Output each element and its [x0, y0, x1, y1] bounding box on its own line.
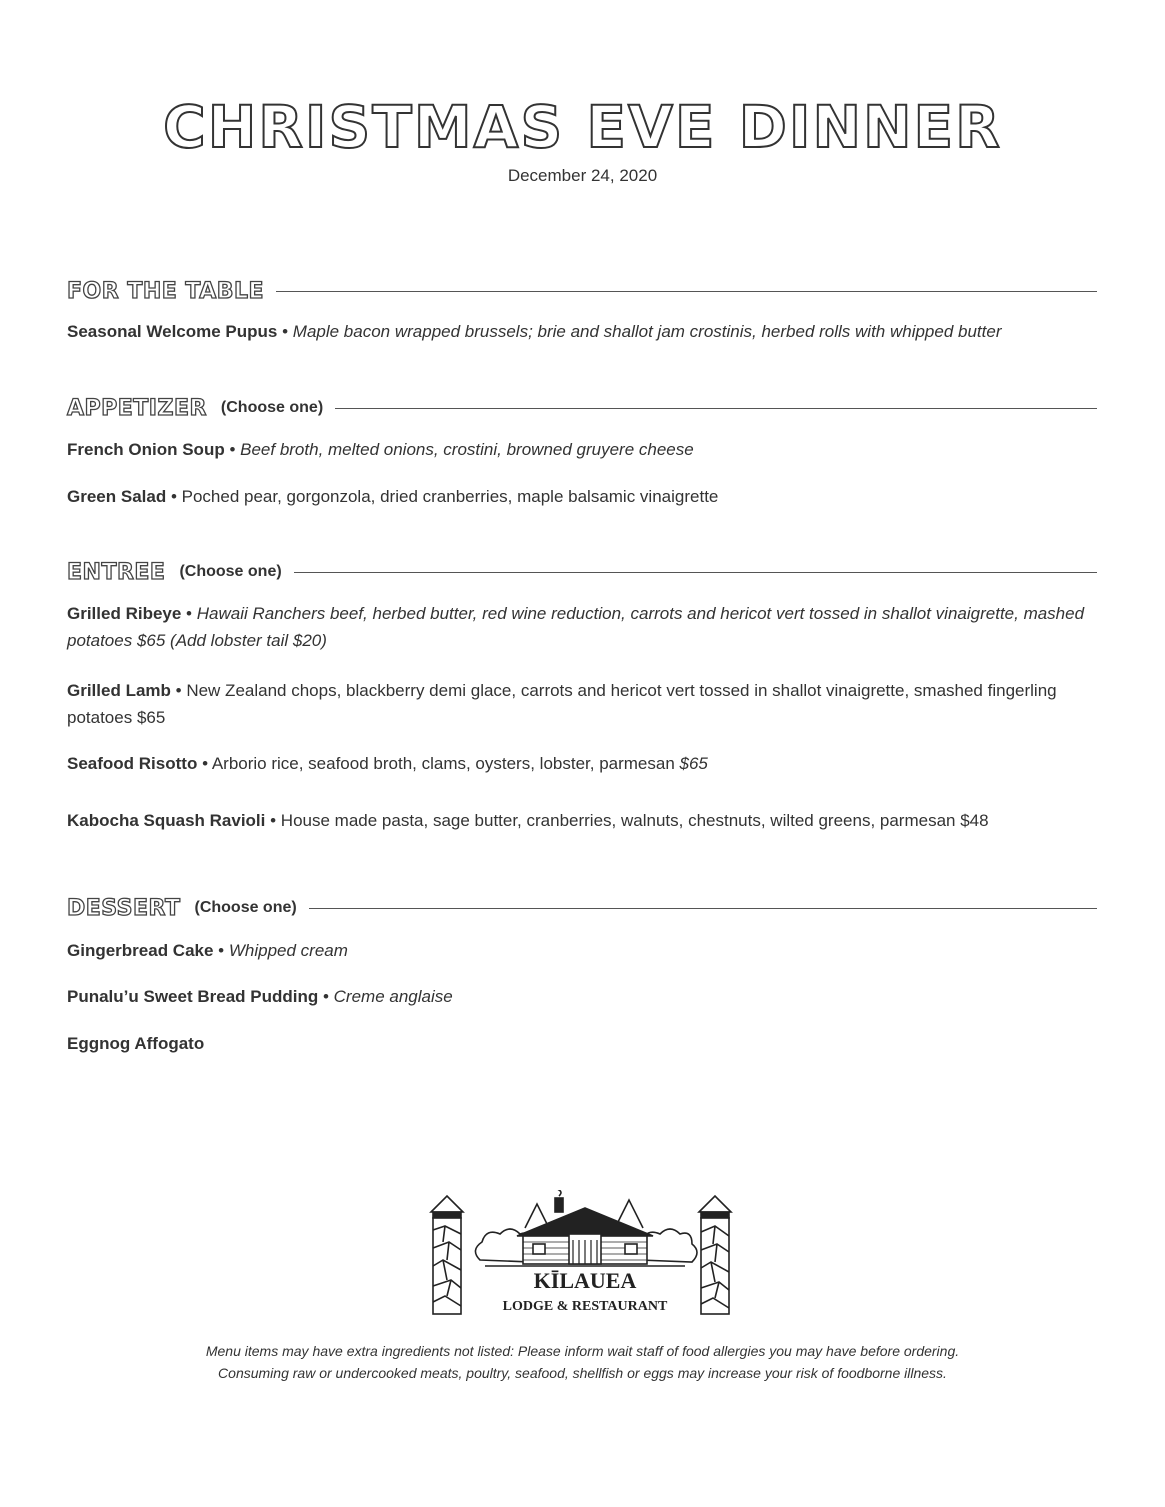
item-description: House made pasta, sage butter, cranberries, walnuts, chestnuts, wilted greens, parmesan $48 — [280, 811, 989, 830]
item-name: Grilled Lamb — [67, 681, 171, 700]
lodge-building-icon — [431, 1190, 731, 1314]
menu-item-grilled-ribeye — [67, 600, 1097, 654]
logo-subtitle: LODGE & RESTAURANT — [502, 1299, 668, 1314]
divider-line — [309, 908, 1097, 909]
section-title: DESSERT — [67, 895, 181, 921]
menu-item-seafood-risotto — [67, 750, 1097, 777]
item-separator: • — [181, 604, 197, 623]
choose-one-note: (Choose one) — [220, 399, 324, 416]
section-title: APPETIZER — [67, 395, 207, 421]
menu-item-kabocha-squash-ravioli — [67, 807, 1097, 834]
choose-one-note: (Choose one) — [179, 563, 282, 580]
divider-line — [335, 408, 1097, 409]
item-name: Kabocha Squash Ravioli — [67, 811, 266, 830]
item-name: Punalu’u Sweet Bread Pudding — [67, 987, 319, 1006]
section-header-dessert — [67, 893, 1097, 923]
choose-one-note: (Choose one) — [194, 899, 297, 916]
section-header-for-the-table — [67, 276, 1097, 306]
section-header-entree — [67, 557, 1097, 587]
item-description: Creme anglaise — [333, 987, 453, 1006]
page-title: CHRISTMAS EVE DINNER — [163, 93, 1002, 161]
item-description: Poched pear, gorgonzola, dried cranberries, maple balsamic vinaigrette — [181, 487, 719, 506]
item-separator: • — [166, 487, 182, 506]
item-name: French Onion Soup — [67, 440, 225, 459]
allergy-disclaimer — [0, 1340, 1165, 1384]
item-name: Eggnog Affogato — [67, 1034, 205, 1053]
item-separator: • — [224, 440, 241, 459]
item-separator: • — [277, 322, 293, 341]
section-title: FOR THE TABLE — [67, 278, 265, 304]
item-description: Hawaii Ranchers beef, herbed butter, red wine reduction, carrots and hericot vert tossed in shallot vinaigrette, mashed potatoes $65 (Add lobster tail $20) — [67, 604, 1085, 650]
divider-line — [294, 572, 1097, 573]
section-header-appetizer — [67, 393, 1097, 423]
menu-item-grilled-lamb — [67, 677, 1097, 731]
disclaimer-line-1: Menu items may have extra ingredients not listed: Please inform wait staff of food allergies you may have before ordering. — [205, 1343, 960, 1359]
item-separator: • — [265, 811, 281, 830]
item-separator: • — [213, 941, 229, 960]
lodge-logo — [425, 1190, 745, 1320]
item-name: Grilled Ribeye — [67, 604, 182, 623]
item-name: Seasonal Welcome Pupus — [67, 322, 278, 341]
menu-item-french-onion-soup — [67, 436, 1097, 463]
disclaimer-line-2: Consuming raw or undercooked meats, poultry, seafood, shellfish or eggs may increase your risk of foodborne illness. — [218, 1365, 947, 1381]
item-description: Whipped cream — [228, 941, 348, 960]
menu-item-bread-pudding — [67, 983, 1097, 1010]
item-description: New Zealand chops, blackberry demi glace, carrots and hericot vert tossed in shallot vinaigrette, smashed fingerling potatoes $65 — [67, 681, 1057, 727]
item-name: Green Salad — [67, 487, 167, 506]
item-separator: • — [170, 681, 187, 700]
menu-date: December 24, 2020 — [507, 166, 658, 185]
divider-line — [276, 291, 1097, 292]
item-name: Seafood Risotto — [67, 754, 198, 773]
item-description: Beef broth, melted onions, crostini, browned gruyere cheese — [240, 440, 694, 459]
item-separator: • — [197, 754, 212, 773]
item-name: Gingerbread Cake — [67, 941, 214, 960]
menu-item-welcome-pupus — [67, 318, 1097, 345]
menu-item-green-salad — [67, 483, 1097, 510]
logo-name: KĪLAUEA — [533, 1268, 637, 1293]
item-separator: • — [318, 987, 334, 1006]
menu-item-gingerbread-cake — [67, 937, 1097, 964]
menu-item-eggnog-affogato — [67, 1030, 1097, 1057]
item-description: Maple bacon wrapped brussels; brie and shallot jam crostinis, herbed rolls with whipped butter — [292, 322, 1002, 341]
section-title: ENTREE — [67, 559, 166, 585]
item-price: $65 — [674, 754, 708, 773]
item-description: Arborio rice, seafood broth, clams, oysters, lobster, parmesan — [211, 754, 675, 773]
